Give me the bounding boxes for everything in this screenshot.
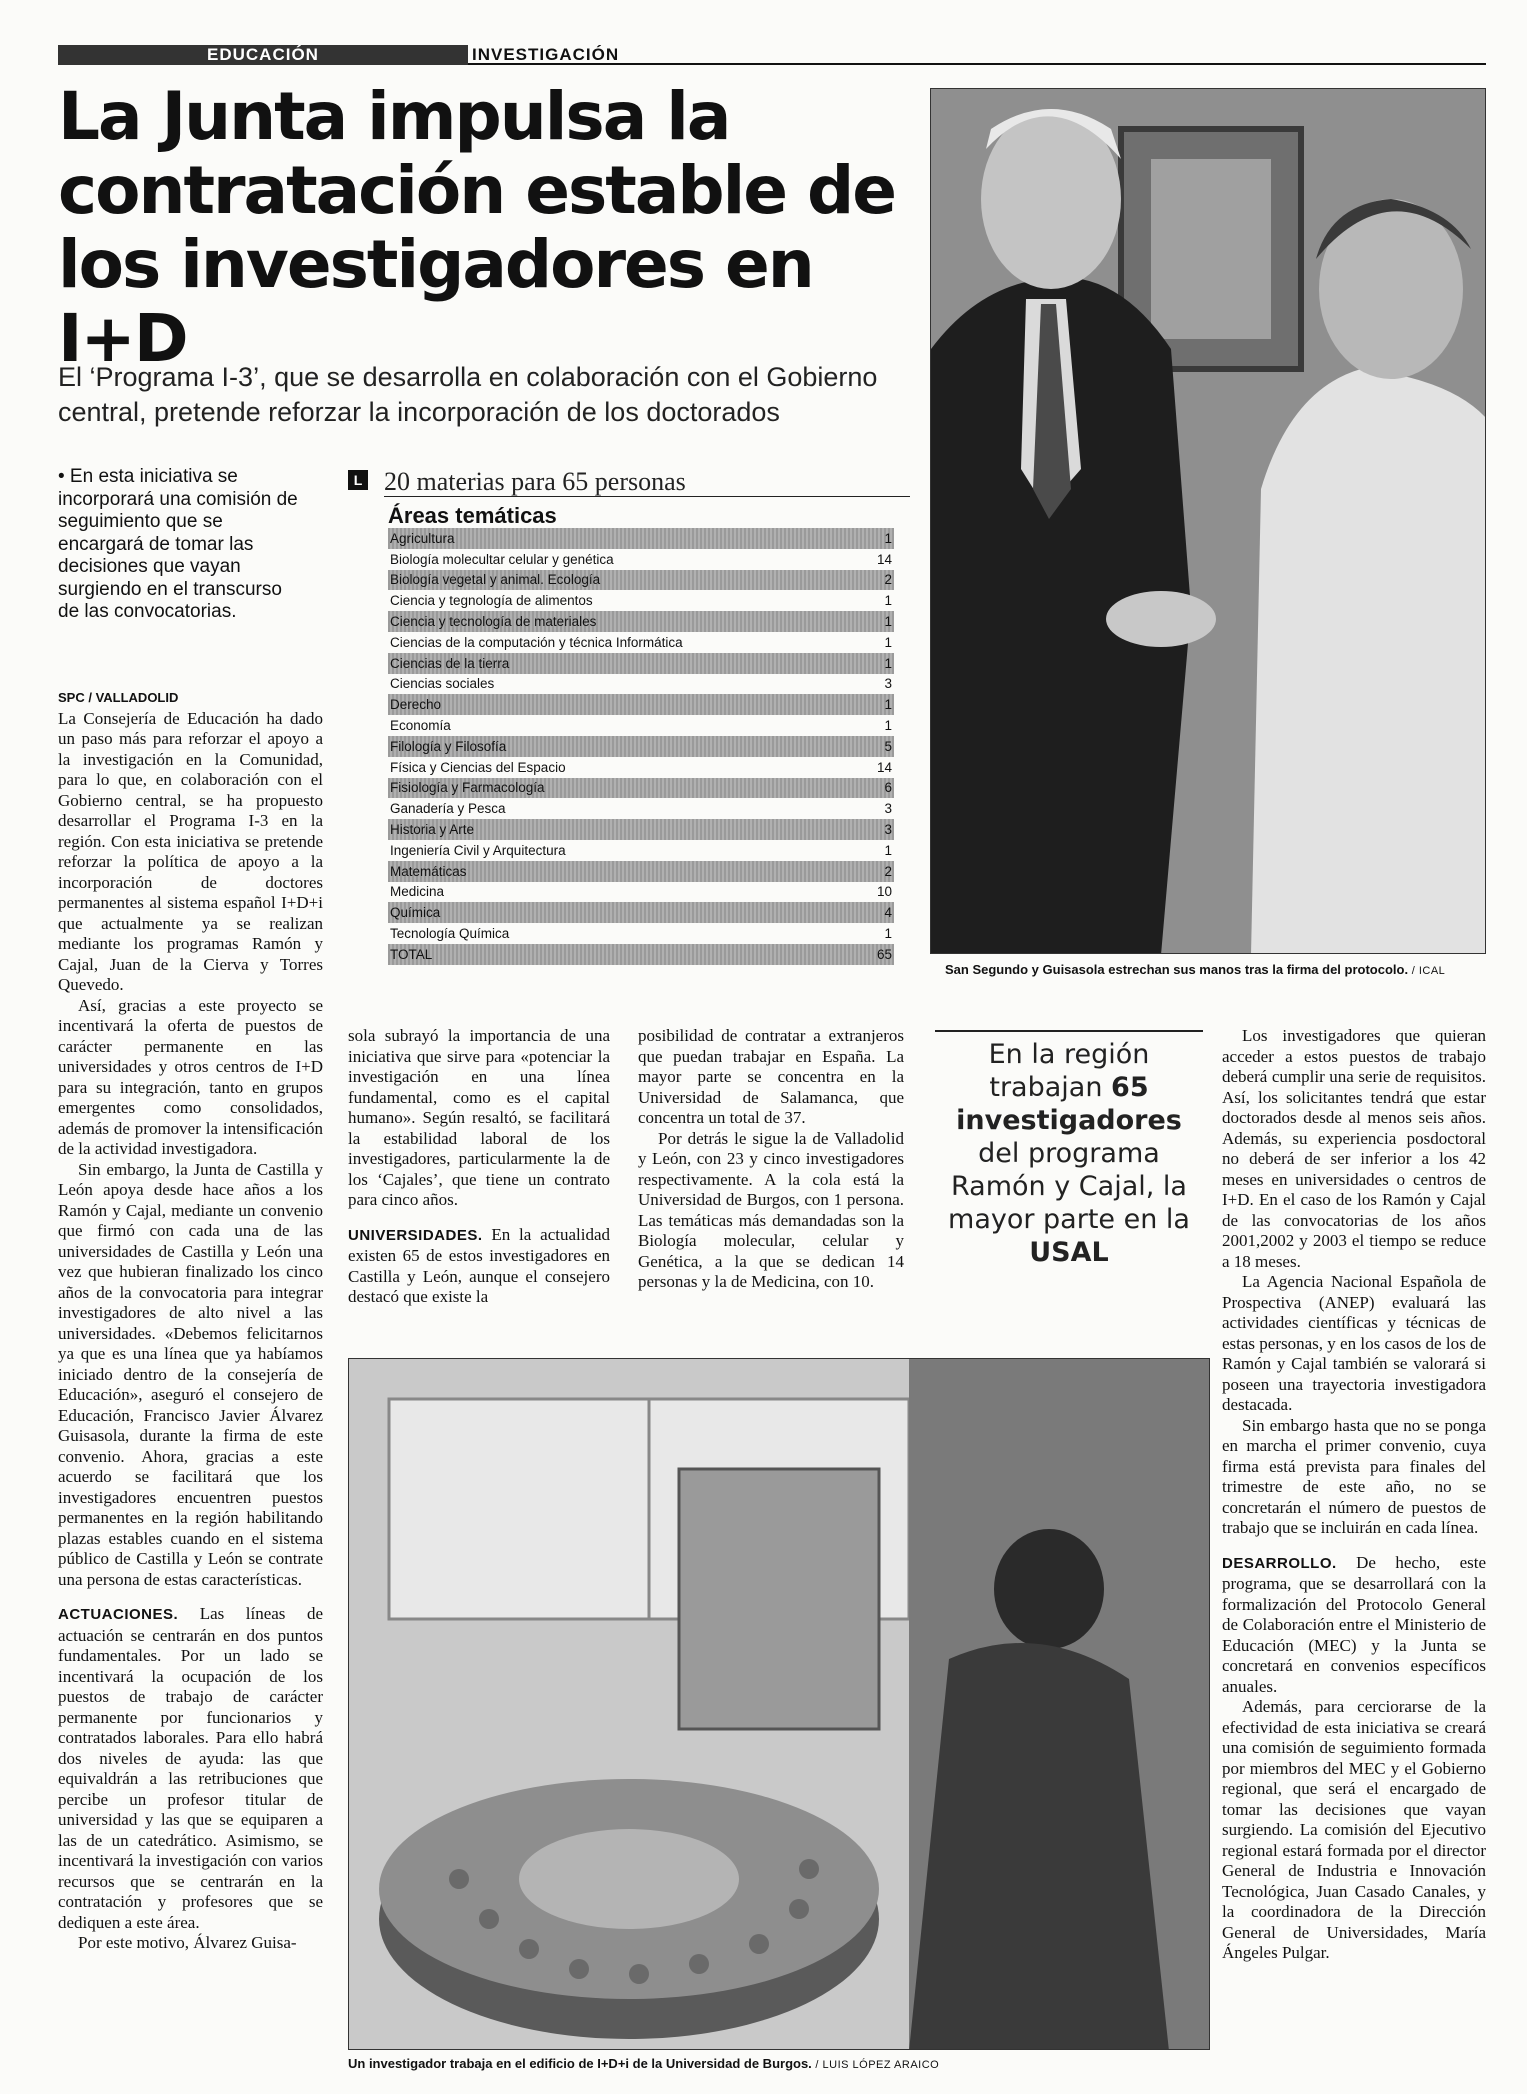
pullquote-end: USAL: [1029, 1237, 1109, 1268]
table-row: [388, 757, 894, 778]
table-row-label: Filología y Filosofía: [390, 738, 507, 754]
table-row: [388, 528, 894, 549]
table-row-label: Biología molecultar celular y genética: [390, 551, 614, 567]
paragraph: Así, gracias a este proyecto se incentivará la oferta de puestos de carácter permanente en las universidades y otros centros de I+D para su integración, tanto en grupos emergentes como consolidados, además de promover la intensificación de la actividad investigadora.: [58, 995, 323, 1158]
table-row: [388, 861, 894, 882]
box-title: 20 materias para 65 personas: [384, 467, 686, 496]
photo-top-caption: [945, 962, 1485, 977]
pullquote-number: 65: [1111, 1072, 1149, 1103]
info-box: [348, 467, 910, 985]
section-label: EDUCACIÓN: [58, 45, 468, 65]
paragraph: sola subrayó la importancia de una iniciativa que sirve para «potenciar la investigación en una línea fundamental, como es el capital humano». Según resaltó, se facilitará la estabilidad laboral de los investigadores, particularmente la de los ‘Cajales’, que tiene un contrato para cinco años.: [348, 1026, 610, 1209]
subsection-label: INVESTIGACIÓN: [472, 45, 620, 64]
article-column-2: [348, 1026, 610, 1308]
table-row-value: 1: [884, 530, 892, 546]
table-row: [388, 778, 894, 799]
table-row-label: Biología vegetal y animal. Ecología: [390, 572, 601, 588]
table-row-value: 14: [876, 759, 892, 775]
pullquote-pre: En la región trabajan: [988, 1039, 1150, 1103]
table-row: [388, 882, 894, 903]
table-row-label: Derecho: [390, 697, 442, 713]
caption-text: San Segundo y Guisasola estrechan sus manos tras la firma del protocolo.: [945, 962, 1409, 977]
areas-table: [388, 528, 894, 965]
table-row-label: Ganadería y Pesca: [390, 801, 506, 817]
table-row-label: Historia y Arte: [390, 822, 475, 838]
box-icon: L: [348, 470, 368, 490]
paragraph-actuaciones: [58, 1604, 323, 1933]
table-row-label: Física y Ciencias del Espacio: [390, 759, 566, 775]
table-row-value: 2: [884, 572, 892, 588]
table-row-label: Matemáticas: [390, 863, 467, 879]
summary-bullet: • En esta iniciativa se incorporará una comisión de seguimiento que se encargará de tomar las decisiones que vayan surgiendo en el transcurso de las convocatorias.: [58, 466, 298, 622]
table-row-value: 3: [884, 801, 892, 817]
lead-in-universidades: UNIVERSIDADES.: [348, 1226, 483, 1244]
table-row: [388, 570, 894, 591]
table-row-value: 2: [884, 863, 892, 879]
table-row-label: Ciencias sociales: [390, 676, 495, 692]
table-row-value: 6: [884, 780, 892, 796]
paragraph-desarrollo: [1222, 1553, 1486, 1698]
paragraph: Los investigadores que quieran acceder a estos puestos de trabajo deberá cumplir una serie de requisitos. Así, los solicitantes tendrá que estar doctorados desde al menos seis años. Además, su experiencia posdoctoral no deberá de ser inferior a los 42 meses en universidades o centros de I+D. En el caso de los Ramón y Cajal de las convocatorias de los años 2001,2002 y 2003 el tiempo se reduce a 18 meses.: [1222, 1026, 1486, 1271]
table-row-label: Medicina: [390, 884, 445, 900]
table-row-label: Ciencias de la computación y técnica Informática: [390, 634, 683, 650]
table-row-value: 1: [884, 926, 892, 942]
photo-handshake-illustration: [931, 89, 1486, 954]
table-row-label: Química: [390, 905, 441, 921]
table-row-value: 14: [876, 551, 892, 567]
box-heading: Áreas temáticas: [388, 503, 557, 528]
table-row-label: Tecnología Química: [390, 926, 510, 942]
table-row: [388, 736, 894, 757]
table-row-value: 1: [884, 842, 892, 858]
table-row-label: Fisiología y Farmacología: [390, 780, 545, 796]
table-row-label: Ciencias de la tierra: [390, 655, 510, 671]
table-row-value: 5: [884, 738, 892, 754]
table-row: [388, 632, 894, 653]
table-row: [388, 819, 894, 840]
pull-quote: [935, 1030, 1203, 1269]
table-row-value: 1: [884, 655, 892, 671]
photo-credit: / ICAL: [1411, 965, 1446, 977]
headline: La Junta impulsa la contratación estable de los investigadores en I+D: [58, 78, 895, 377]
table-row: [388, 611, 894, 632]
table-row: [388, 653, 894, 674]
subtitle: El ‘Programa I-3’, que se desarrolla en colaboración con el Gobierno central, pretende reforzar la incorporación de los doctorados: [58, 362, 878, 427]
paragraph: Por este motivo, Álvarez Guisa-: [78, 1933, 297, 1952]
paragraph: Sin embargo, la Junta de Castilla y León apoya desde hace años a los Ramón y Cajal, mediante un convenio que firmó con cada una de las universidades de Castilla y León una vez que hubieran finalizado los cinco años de la convocatoria para integrar investigadores de alto nivel a las universidades. «Debemos felicitarnos ya que es una línea que ya habíamos iniciado dentro de la consejería de Educación», aseguró el consejero de Educación, Francisco Javier Álvarez Guisasola, durante la firma de este convenio. Ahora, gracias a este acuerdo se facilitará que los investigadores encuentren puestos permanentes en la región habilitando plazas estables cuando en el sistema público de Castilla y León se contrate una persona de estas características.: [58, 1159, 323, 1589]
photo-handshake: [930, 88, 1486, 954]
article-column-1: [58, 688, 323, 1954]
paragraph-text: De hecho, este programa, que se desarrollará con la formalización del Protocolo General de Colaboración entre el Ministerio de Educación (MEC) y la Junta se concretará en convenios específicos anuales.: [1222, 1552, 1487, 1696]
photo-bottom-caption: [348, 2056, 1210, 2071]
pullquote-post: del programa Ramón y Cajal, la mayor parte en la: [948, 1138, 1190, 1235]
lead-in-desarrollo: DESARROLLO.: [1222, 1554, 1337, 1572]
table-row: [388, 944, 894, 965]
table-row-value: 1: [884, 614, 892, 630]
paragraph-text: Las líneas de actuación se centrarán en dos puntos fundamentales. Por un lado se incentivará la ocupación de los puestos de trabajo de carácter permanente por funcionarios y contratados laborales. Para ello habrá dos niveles de ayuda: las que equivaldrán a las retribuciones que percibe un profesor titular de universidad y las que se equiparen a las de un catedrático. Asimismo, se incentivará la investigación con varios recursos que se centrarán en la contratación y profesores que se dediquen a este área.: [58, 1604, 323, 1932]
table-row-value: 65: [876, 946, 892, 962]
table-row: [388, 715, 894, 736]
table-row-value: 4: [884, 905, 892, 921]
table-row: [388, 798, 894, 819]
caption-text: Un investigador trabaja en el edificio de I+D+i de la Universidad de Burgos.: [348, 2056, 812, 2071]
table-row: [388, 923, 894, 944]
table-row: [388, 902, 894, 923]
paragraph-text: En la actualidad existen 65 de estos investigadores en Castilla y León, aunque el consejero destacó que existe la: [348, 1224, 610, 1306]
paragraph: Por detrás le sigue la de Valladolid y León, con 23 y cinco investigadores respectivamente. A la cola está la Universidad de Burgos, con 1 persona. Las temáticas más demandadas son la Biología molecular, celular y Genética, a la que se dedican 14 personas y la de Medicina, con 10.: [638, 1128, 904, 1291]
paragraph: Además, para cerciorarse de la efectividad de esta iniciativa se creará una comisión de seguimiento formada por miembros del MEC y el Gobierno regional, que será el encargado de tomar las decisiones que vayan surgiendo. La comisión del Ejecutivo regional estará formada por el director General de Industria e Innovación Tecnológica, Juan Casado Canales, y la coordinadora de la Dirección General de Universidades, María Ángeles Pulgar.: [1222, 1697, 1486, 1962]
paragraph: posibilidad de contratar a extranjeros que puedan trabajar en España. La mayor parte se concentra en la Universidad de Salamanca, que concentra un total de 37.: [638, 1026, 904, 1127]
table-row-label: TOTAL: [390, 946, 433, 962]
table-row-label: Ingeniería Civil y Arquitectura: [390, 842, 566, 858]
photo-credit: / LUIS LÓPEZ ARAICO: [815, 2059, 940, 2071]
paragraph: La Consejería de Educación ha dado un paso más para reforzar el apoyo a la investigación en la Comunidad, para lo que, en colaboración con el Gobierno central, se ha propuesto desarrollar el Programa I-3 en la región. Con esta iniciativa se pretende reforzar la política de apoyo a la incorporación de doctores permanentes al sistema español I+D+i que actualmente ya se realizan mediante los programas Ramón y Cajal, Juan de la Cierva y Torres Quevedo.: [58, 708, 323, 994]
photo-laboratory: [348, 1358, 1210, 2050]
table-row: [388, 674, 894, 695]
table-row-label: Ciencia y tecnología de materiales: [390, 614, 597, 630]
article-column-3: [638, 1026, 904, 1293]
box-rule: [384, 496, 910, 497]
photo-laboratory-illustration: [349, 1359, 1210, 2050]
article-column-4: [1222, 1026, 1486, 1964]
paragraph: Sin embargo hasta que no se ponga en marcha el primer convenio, cuya firma está prevista para finales del trimestre de este año, no se concretarán el número de puestos de trabajo que se incluirán en cada línea.: [1222, 1415, 1486, 1537]
table-row: [388, 590, 894, 611]
table-row-label: Economía: [390, 718, 451, 734]
byline: SPC / VALLADOLID: [58, 690, 179, 705]
table-row-value: 1: [884, 718, 892, 734]
table-row: [388, 549, 894, 570]
lead-in-actuaciones: ACTUACIONES.: [58, 1606, 179, 1623]
table-row-label: Agricultura: [390, 530, 455, 546]
pullquote-mid: investigadores: [956, 1105, 1182, 1136]
table-row-value: 10: [876, 884, 892, 900]
table-row-value: 1: [884, 634, 892, 650]
table-row: [388, 694, 894, 715]
paragraph-universidades: [348, 1225, 610, 1308]
table-row-label: Ciencia y tegnología de alimentos: [390, 593, 593, 609]
table-row-value: 3: [884, 676, 892, 692]
table-row: [388, 840, 894, 861]
paragraph: La Agencia Nacional Española de Prospectiva (ANEP) evaluará las actividades científicas y técnicas de estas personas, y en los casos de los de Ramón y Cajal también se valorará si poseen una trayectoria investigadora destacada.: [1222, 1272, 1486, 1414]
table-row-value: 3: [884, 822, 892, 838]
table-row-value: 1: [884, 697, 892, 713]
table-row-value: 1: [884, 593, 892, 609]
